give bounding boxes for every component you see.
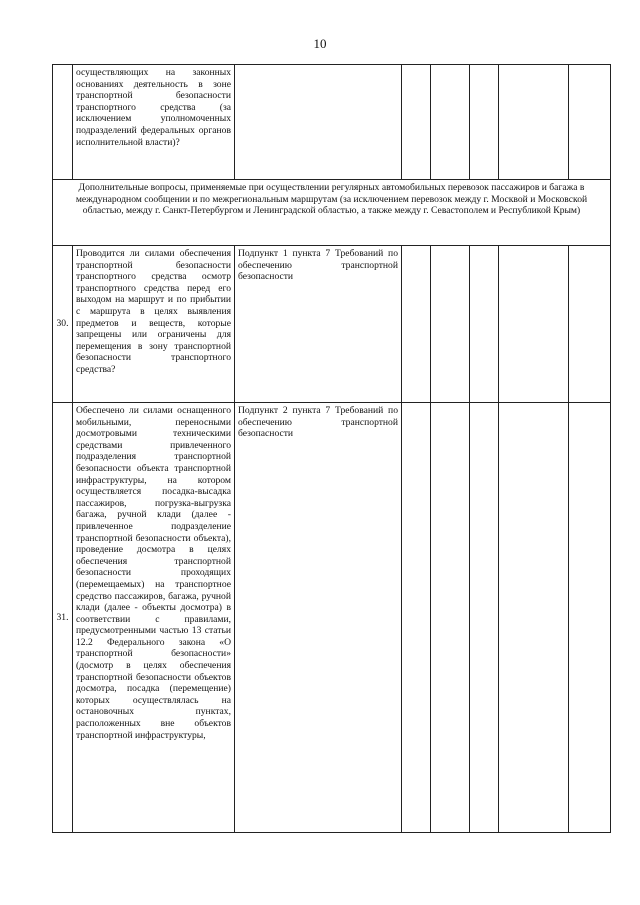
page-number: 10 xyxy=(313,36,327,51)
answer-no-cell xyxy=(431,246,470,403)
extra-cell xyxy=(569,246,611,403)
requirement-cell: Подпункт 1 пункта 7 Требований по обеспечению транспортной безопасности xyxy=(235,246,402,403)
question-cell: Обеспечено ли силами оснащенного мобильными, переносными досмотровыми техническими средствами привлеченного подразделения транспортной безопасности объекта транспортной инфраструктуры, на котором осуществляется посадка-высадка пассажиров, погрузка-выгрузка багажа, ручной клади (далее - привлеченное подразделение транспортной безопасности объекта), проведение досмотра в целях обеспечения транспортной безопасности проходящих (перемещаемых) на транспортное средство пассажиров, багажа, ручной клади (далее - объекты досмотра) в соответствии с правилами, предусмотренными частью 13 статьи 12.2 Федерального закона «О транспортной безопасности» (досмотр в целях обеспечения транспортной безопасности объектов досмотра, посадка (перемещение) которых осуществлялась на остановочных пунктах, расположенных вне объектов транспортной инфраструктуры, xyxy=(73,403,235,833)
checklist-table xyxy=(52,64,611,833)
answer-no-cell xyxy=(431,403,470,833)
answer-yes-cell xyxy=(402,65,431,180)
section-header-row xyxy=(53,180,611,246)
answer-yes-cell xyxy=(402,403,431,833)
extra-cell xyxy=(569,403,611,833)
table-row xyxy=(53,65,611,180)
row-number xyxy=(53,65,73,180)
table-row xyxy=(53,403,611,833)
question-cell: Проводится ли силами обеспечения транспортной безопасности транспортного средства осмотр транспортного средства перед его выходом на маршрут и по прибытии с маршрута в целях выявления предметов и веществ, которые запрещены или ограничены для перемещения в зону транспортной безопасности транспортного средства? xyxy=(73,246,235,403)
answer-na-cell xyxy=(470,65,499,180)
note-cell xyxy=(499,65,569,180)
table-row xyxy=(53,246,611,403)
note-cell xyxy=(499,246,569,403)
note-cell xyxy=(499,403,569,833)
row-number: 30. xyxy=(53,246,73,403)
row-number: 31. xyxy=(53,403,73,833)
requirement-cell xyxy=(235,65,402,180)
requirement-cell: Подпункт 2 пункта 7 Требований по обеспечению транспортной безопасности xyxy=(235,403,402,833)
answer-na-cell xyxy=(470,246,499,403)
answer-na-cell xyxy=(470,403,499,833)
answer-yes-cell xyxy=(402,246,431,403)
question-cell: осуществляющих на законных основаниях деятельность в зоне транспортной безопасности транспортного средства (за исключением уполномоченных подразделений федеральных органов исполнительной власти)? xyxy=(73,65,235,180)
answer-no-cell xyxy=(431,65,470,180)
extra-cell xyxy=(569,65,611,180)
section-heading: Дополнительные вопросы, применяемые при осуществлении регулярных автомобильных перевозок пассажиров и багажа в международном сообщении и по межрегиональным маршрутам (за исключением перевозок между г. Москвой и Московской областью, между г. Санкт-Петербургом и Ленинградской областью, а также между г. Севастополем и Республикой Крым) xyxy=(53,180,611,246)
